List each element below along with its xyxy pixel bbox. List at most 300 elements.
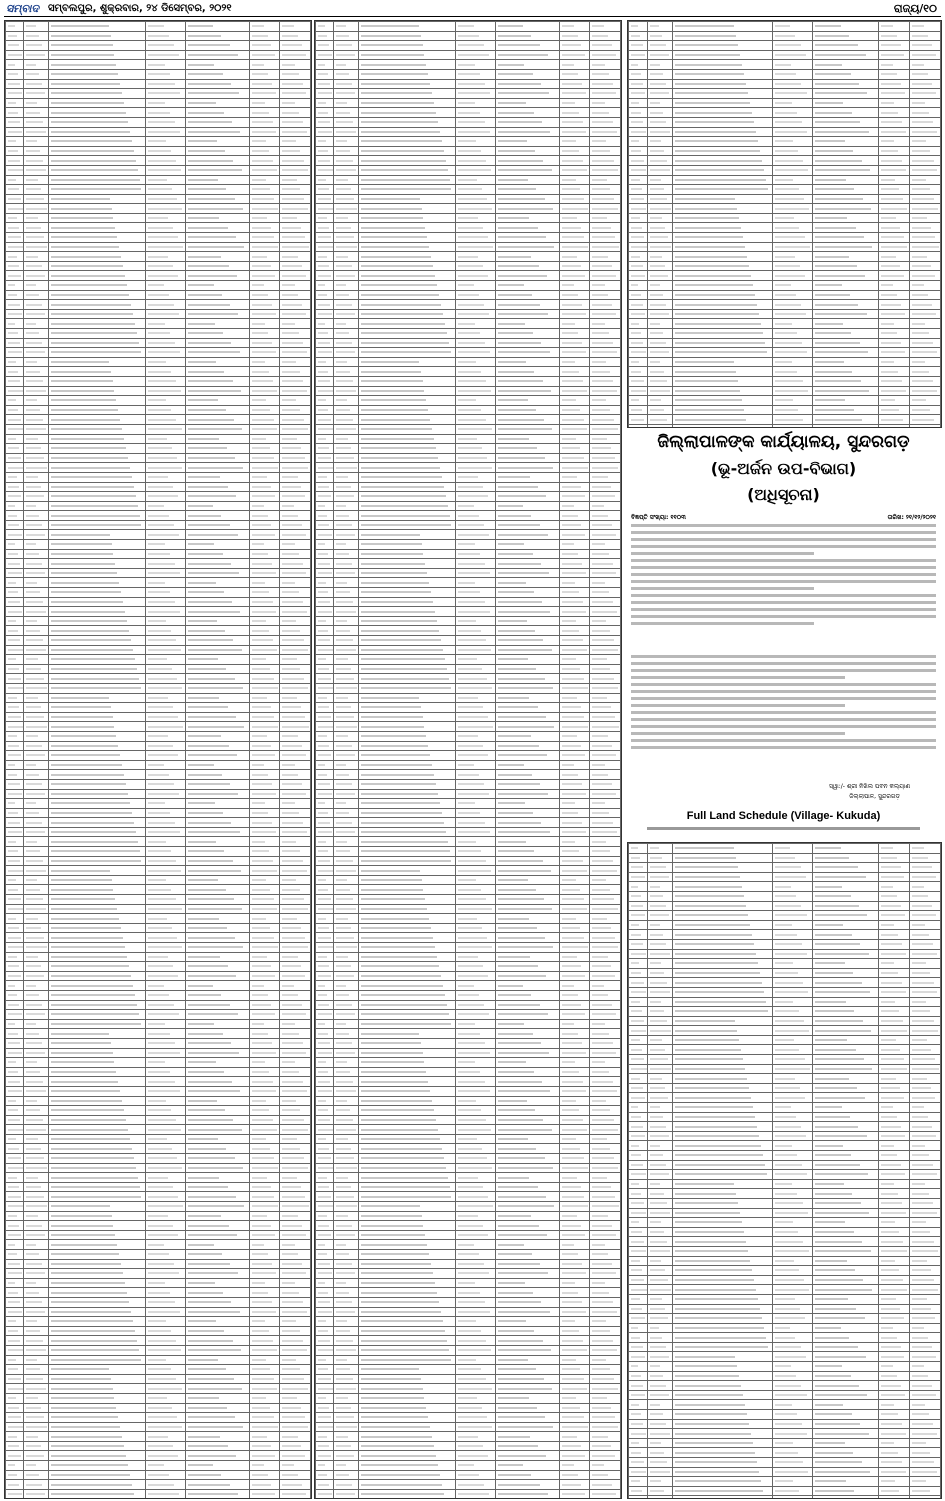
- table-cell: [909, 1016, 940, 1026]
- table-cell: [590, 376, 621, 386]
- table-row: [316, 242, 621, 252]
- table-cell: [334, 117, 358, 127]
- table-row: [6, 616, 311, 626]
- table-cell: [647, 1275, 672, 1285]
- table-row: [6, 827, 311, 837]
- table-cell: [24, 779, 48, 789]
- table-cell: [334, 357, 358, 367]
- table-cell: [185, 415, 249, 425]
- table-cell: [316, 1154, 334, 1164]
- table-cell: [316, 616, 334, 626]
- table-cell: [48, 674, 146, 684]
- table-cell: [590, 990, 621, 1000]
- table-row: [316, 1393, 621, 1403]
- table-cell: [456, 779, 496, 789]
- table-cell: [249, 1077, 280, 1087]
- notice-signer-office: ଜିଲ୍ଲାପାଳ, ସୁନ୍ଦରଗଡ଼: [849, 793, 900, 800]
- table-row: [316, 962, 621, 972]
- table-cell: [146, 108, 186, 118]
- table-cell: [185, 1297, 249, 1307]
- table-cell: [909, 1400, 940, 1410]
- table-cell: [146, 1125, 186, 1135]
- table-cell: [647, 853, 672, 863]
- table-row: [6, 89, 311, 99]
- table-cell: [672, 108, 772, 118]
- table-cell: [280, 731, 311, 741]
- table-cell: [672, 882, 772, 892]
- table-cell: [249, 79, 280, 89]
- table-cell: [559, 1336, 590, 1346]
- table-row: [316, 1297, 621, 1307]
- table-cell: [629, 1208, 648, 1218]
- table-cell: [495, 904, 559, 914]
- table-cell: [185, 31, 249, 41]
- table-cell: [48, 175, 146, 185]
- table-cell: [334, 1029, 358, 1039]
- table-cell: [185, 1134, 249, 1144]
- table-cell: [559, 252, 590, 262]
- table-cell: [495, 376, 559, 386]
- table-cell: [48, 1211, 146, 1221]
- table-cell: [358, 472, 456, 482]
- table-cell: [334, 300, 358, 310]
- table-cell: [559, 1115, 590, 1125]
- table-cell: [590, 175, 621, 185]
- table-cell: [146, 722, 186, 732]
- table-cell: [249, 971, 280, 981]
- table-cell: [24, 319, 48, 329]
- table-cell: [559, 472, 590, 482]
- table-cell: [590, 290, 621, 300]
- table-cell: [672, 959, 772, 969]
- table-cell: [590, 501, 621, 511]
- table-cell: [495, 923, 559, 933]
- table-cell: [813, 1371, 879, 1381]
- table-cell: [358, 31, 456, 41]
- table-row: [6, 1393, 311, 1403]
- table-cell: [334, 722, 358, 732]
- table-cell: [629, 1333, 648, 1343]
- table-cell: [48, 1278, 146, 1288]
- table-cell: [185, 213, 249, 223]
- table-cell: [909, 50, 940, 60]
- table-cell: [495, 1202, 559, 1212]
- table-row: [6, 1048, 311, 1058]
- table-cell: [813, 1035, 879, 1045]
- table-cell: [590, 271, 621, 281]
- table-cell: [280, 530, 311, 540]
- table-row: [316, 645, 621, 655]
- table-cell: [629, 1151, 648, 1161]
- table-cell: [334, 1365, 358, 1375]
- table-cell: [647, 844, 672, 854]
- table-cell: [334, 779, 358, 789]
- table-cell: [456, 271, 496, 281]
- table-cell: [358, 252, 456, 262]
- table-cell: [146, 50, 186, 60]
- table-cell: [280, 472, 311, 482]
- table-cell: [280, 1115, 311, 1125]
- table-cell: [909, 261, 940, 271]
- table-cell: [185, 712, 249, 722]
- table-cell: [909, 1256, 940, 1266]
- table-row: [6, 578, 311, 588]
- table-cell: [590, 760, 621, 770]
- table-cell: [334, 1413, 358, 1423]
- table-row: [316, 1086, 621, 1096]
- table-cell: [456, 933, 496, 943]
- table-row: [6, 1307, 311, 1317]
- table-row: [316, 971, 621, 981]
- table-row: [6, 799, 311, 809]
- table-cell: [909, 1419, 940, 1429]
- table-cell: [316, 1077, 334, 1087]
- table-cell: [647, 920, 672, 930]
- table-cell: [334, 415, 358, 425]
- table-cell: [249, 866, 280, 876]
- table-cell: [24, 1182, 48, 1192]
- table-row: [6, 914, 311, 924]
- table-cell: [813, 1400, 879, 1410]
- table-cell: [647, 1266, 672, 1276]
- table-cell: [6, 664, 24, 674]
- table-cell: [316, 348, 334, 358]
- table-cell: [456, 1221, 496, 1231]
- table-cell: [559, 376, 590, 386]
- table-cell: [629, 1266, 648, 1276]
- table-cell: [590, 463, 621, 473]
- table-cell: [6, 482, 24, 492]
- table-cell: [334, 261, 358, 271]
- table-cell: [909, 997, 940, 1007]
- table-row: [629, 1035, 941, 1045]
- table-cell: [672, 1151, 772, 1161]
- table-cell: [249, 386, 280, 396]
- table-cell: [316, 271, 334, 281]
- table-row: [6, 329, 311, 339]
- table-cell: [358, 261, 456, 271]
- table-row: [629, 1362, 941, 1372]
- table-cell: [672, 930, 772, 940]
- table-cell: [280, 1086, 311, 1096]
- table-cell: [280, 338, 311, 348]
- table-cell: [185, 1355, 249, 1365]
- table-cell: [878, 1381, 909, 1391]
- table-row: [6, 933, 311, 943]
- table-cell: [629, 1275, 648, 1285]
- table-cell: [334, 1134, 358, 1144]
- table-cell: [495, 271, 559, 281]
- table-cell: [909, 1198, 940, 1208]
- table-cell: [590, 818, 621, 828]
- table-cell: [559, 1048, 590, 1058]
- table-cell: [647, 1055, 672, 1065]
- table-cell: [334, 1470, 358, 1480]
- table-cell: [647, 1314, 672, 1324]
- table-cell: [590, 1432, 621, 1442]
- table-cell: [146, 261, 186, 271]
- table-cell: [249, 233, 280, 243]
- table-cell: [334, 731, 358, 741]
- table-cell: [316, 1480, 334, 1490]
- table-cell: [146, 693, 186, 703]
- table-cell: [249, 837, 280, 847]
- table-cell: [495, 31, 559, 41]
- table-cell: [146, 290, 186, 300]
- table-cell: [672, 1016, 772, 1026]
- table-cell: [6, 827, 24, 837]
- table-cell: [456, 962, 496, 972]
- table-cell: [909, 901, 940, 911]
- table-cell: [185, 1192, 249, 1202]
- table-cell: [24, 645, 48, 655]
- table-row: [6, 1422, 311, 1432]
- table-cell: [24, 856, 48, 866]
- table-cell: [495, 1365, 559, 1375]
- table-cell: [909, 1448, 940, 1458]
- table-cell: [249, 904, 280, 914]
- table-row: [316, 981, 621, 991]
- table-cell: [24, 367, 48, 377]
- table-cell: [456, 1192, 496, 1202]
- table-cell: [358, 712, 456, 722]
- table-row: [6, 1096, 311, 1106]
- table-cell: [249, 578, 280, 588]
- table-cell: [280, 703, 311, 713]
- table-cell: [358, 1432, 456, 1442]
- table-cell: [672, 204, 772, 214]
- table-cell: [280, 194, 311, 204]
- table-cell: [772, 1371, 813, 1381]
- table-cell: [249, 185, 280, 195]
- table-row: [6, 1077, 311, 1087]
- table-cell: [48, 741, 146, 751]
- table-cell: [559, 943, 590, 953]
- table-cell: [559, 1125, 590, 1135]
- table-cell: [559, 1058, 590, 1068]
- table-cell: [334, 1278, 358, 1288]
- table-cell: [813, 978, 879, 988]
- table-cell: [559, 1355, 590, 1365]
- table-cell: [559, 415, 590, 425]
- table-cell: [316, 300, 334, 310]
- table-cell: [456, 50, 496, 60]
- table-cell: [146, 1086, 186, 1096]
- table-cell: [559, 588, 590, 598]
- notice-text-line: [631, 559, 936, 562]
- table-cell: [590, 204, 621, 214]
- table-cell: [24, 1211, 48, 1221]
- table-cell: [629, 1103, 648, 1113]
- table-cell: [6, 463, 24, 473]
- table-cell: [185, 1393, 249, 1403]
- table-cell: [590, 492, 621, 502]
- table-cell: [647, 987, 672, 997]
- table-cell: [249, 415, 280, 425]
- table-cell: [6, 731, 24, 741]
- table-cell: [772, 844, 813, 854]
- table-cell: [358, 578, 456, 588]
- table-cell: [772, 1266, 813, 1276]
- table-cell: [6, 290, 24, 300]
- table-cell: [456, 1048, 496, 1058]
- table-cell: [878, 1467, 909, 1477]
- table-row: [629, 41, 941, 51]
- table-cell: [456, 1307, 496, 1317]
- table-cell: [772, 1275, 813, 1285]
- table-cell: [249, 1125, 280, 1135]
- table-row: [629, 156, 941, 166]
- table-cell: [6, 175, 24, 185]
- table-cell: [185, 1489, 249, 1499]
- table-cell: [909, 872, 940, 882]
- table-cell: [629, 882, 648, 892]
- table-cell: [672, 79, 772, 89]
- table-row: [6, 1086, 311, 1096]
- table-cell: [909, 376, 940, 386]
- table-row: [316, 367, 621, 377]
- table-cell: [249, 41, 280, 51]
- table-cell: [24, 1355, 48, 1365]
- table-cell: [590, 117, 621, 127]
- table-cell: [647, 127, 672, 137]
- table-cell: [772, 959, 813, 969]
- table-cell: [185, 1413, 249, 1423]
- table-row: [629, 60, 941, 70]
- table-cell: [185, 492, 249, 502]
- table-cell: [629, 1467, 648, 1477]
- table-cell: [146, 242, 186, 252]
- table-cell: [48, 799, 146, 809]
- table-cell: [909, 1285, 940, 1295]
- table-cell: [146, 1182, 186, 1192]
- table-cell: [590, 952, 621, 962]
- table-cell: [456, 1134, 496, 1144]
- table-row: [6, 990, 311, 1000]
- table-row: [6, 1432, 311, 1442]
- schedule-table: [628, 21, 941, 428]
- table-cell: [185, 175, 249, 185]
- table-cell: [48, 242, 146, 252]
- table-row: [629, 242, 941, 252]
- table-row: [316, 1134, 621, 1144]
- table-cell: [316, 1489, 334, 1499]
- table-cell: [24, 492, 48, 502]
- table-row: [316, 472, 621, 482]
- table-cell: [495, 1144, 559, 1154]
- table-cell: [280, 616, 311, 626]
- table-cell: [629, 89, 648, 99]
- table-cell: [495, 952, 559, 962]
- table-cell: [316, 137, 334, 147]
- table-row: [6, 60, 311, 70]
- table-cell: [647, 968, 672, 978]
- table-cell: [672, 194, 772, 204]
- table-cell: [456, 1470, 496, 1480]
- table-row: [629, 405, 941, 415]
- table-cell: [48, 875, 146, 885]
- table-cell: [24, 376, 48, 386]
- table-cell: [559, 808, 590, 818]
- table-cell: [185, 1345, 249, 1355]
- table-cell: [590, 252, 621, 262]
- table-cell: [772, 1218, 813, 1228]
- table-cell: [280, 424, 311, 434]
- table-cell: [772, 290, 813, 300]
- table-cell: [6, 1441, 24, 1451]
- table-cell: [456, 1403, 496, 1413]
- table-row: [6, 540, 311, 550]
- table-cell: [456, 1269, 496, 1279]
- table-cell: [456, 636, 496, 646]
- table-cell: [559, 146, 590, 156]
- table-cell: [672, 386, 772, 396]
- table-row: [629, 872, 941, 882]
- table-row: [6, 41, 311, 51]
- table-row: [316, 1240, 621, 1250]
- table-cell: [185, 1029, 249, 1039]
- table-cell: [772, 1285, 813, 1295]
- table-cell: [6, 271, 24, 281]
- table-cell: [456, 396, 496, 406]
- table-cell: [772, 1304, 813, 1314]
- table-cell: [146, 165, 186, 175]
- table-cell: [813, 271, 879, 281]
- table-cell: [772, 1064, 813, 1074]
- table-cell: [185, 693, 249, 703]
- table-cell: [48, 472, 146, 482]
- table-row: [629, 930, 941, 940]
- table-row: [6, 194, 311, 204]
- table-cell: [813, 1103, 879, 1113]
- table-cell: [185, 1048, 249, 1058]
- table-cell: [590, 1077, 621, 1087]
- table-cell: [456, 626, 496, 636]
- table-cell: [629, 863, 648, 873]
- table-cell: [629, 127, 648, 137]
- table-cell: [316, 904, 334, 914]
- table-row: [629, 300, 941, 310]
- table-cell: [48, 1010, 146, 1020]
- table-cell: [316, 943, 334, 953]
- table-cell: [48, 837, 146, 847]
- table-cell: [24, 1048, 48, 1058]
- table-cell: [249, 69, 280, 79]
- table-cell: [878, 863, 909, 873]
- table-row: [316, 1077, 621, 1087]
- table-row: [6, 1019, 311, 1029]
- table-cell: [280, 760, 311, 770]
- table-cell: [495, 530, 559, 540]
- table-cell: [629, 69, 648, 79]
- table-row: [6, 923, 311, 933]
- table-cell: [316, 636, 334, 646]
- schedule-table: [315, 21, 621, 1499]
- table-cell: [146, 386, 186, 396]
- table-row: [6, 568, 311, 578]
- table-cell: [316, 41, 334, 51]
- table-cell: [6, 770, 24, 780]
- table-row: [629, 213, 941, 223]
- table-cell: [24, 760, 48, 770]
- table-cell: [590, 511, 621, 521]
- table-cell: [495, 338, 559, 348]
- table-cell: [24, 847, 48, 857]
- table-cell: [185, 233, 249, 243]
- table-cell: [334, 156, 358, 166]
- table-cell: [316, 1374, 334, 1384]
- table-cell: [629, 348, 648, 358]
